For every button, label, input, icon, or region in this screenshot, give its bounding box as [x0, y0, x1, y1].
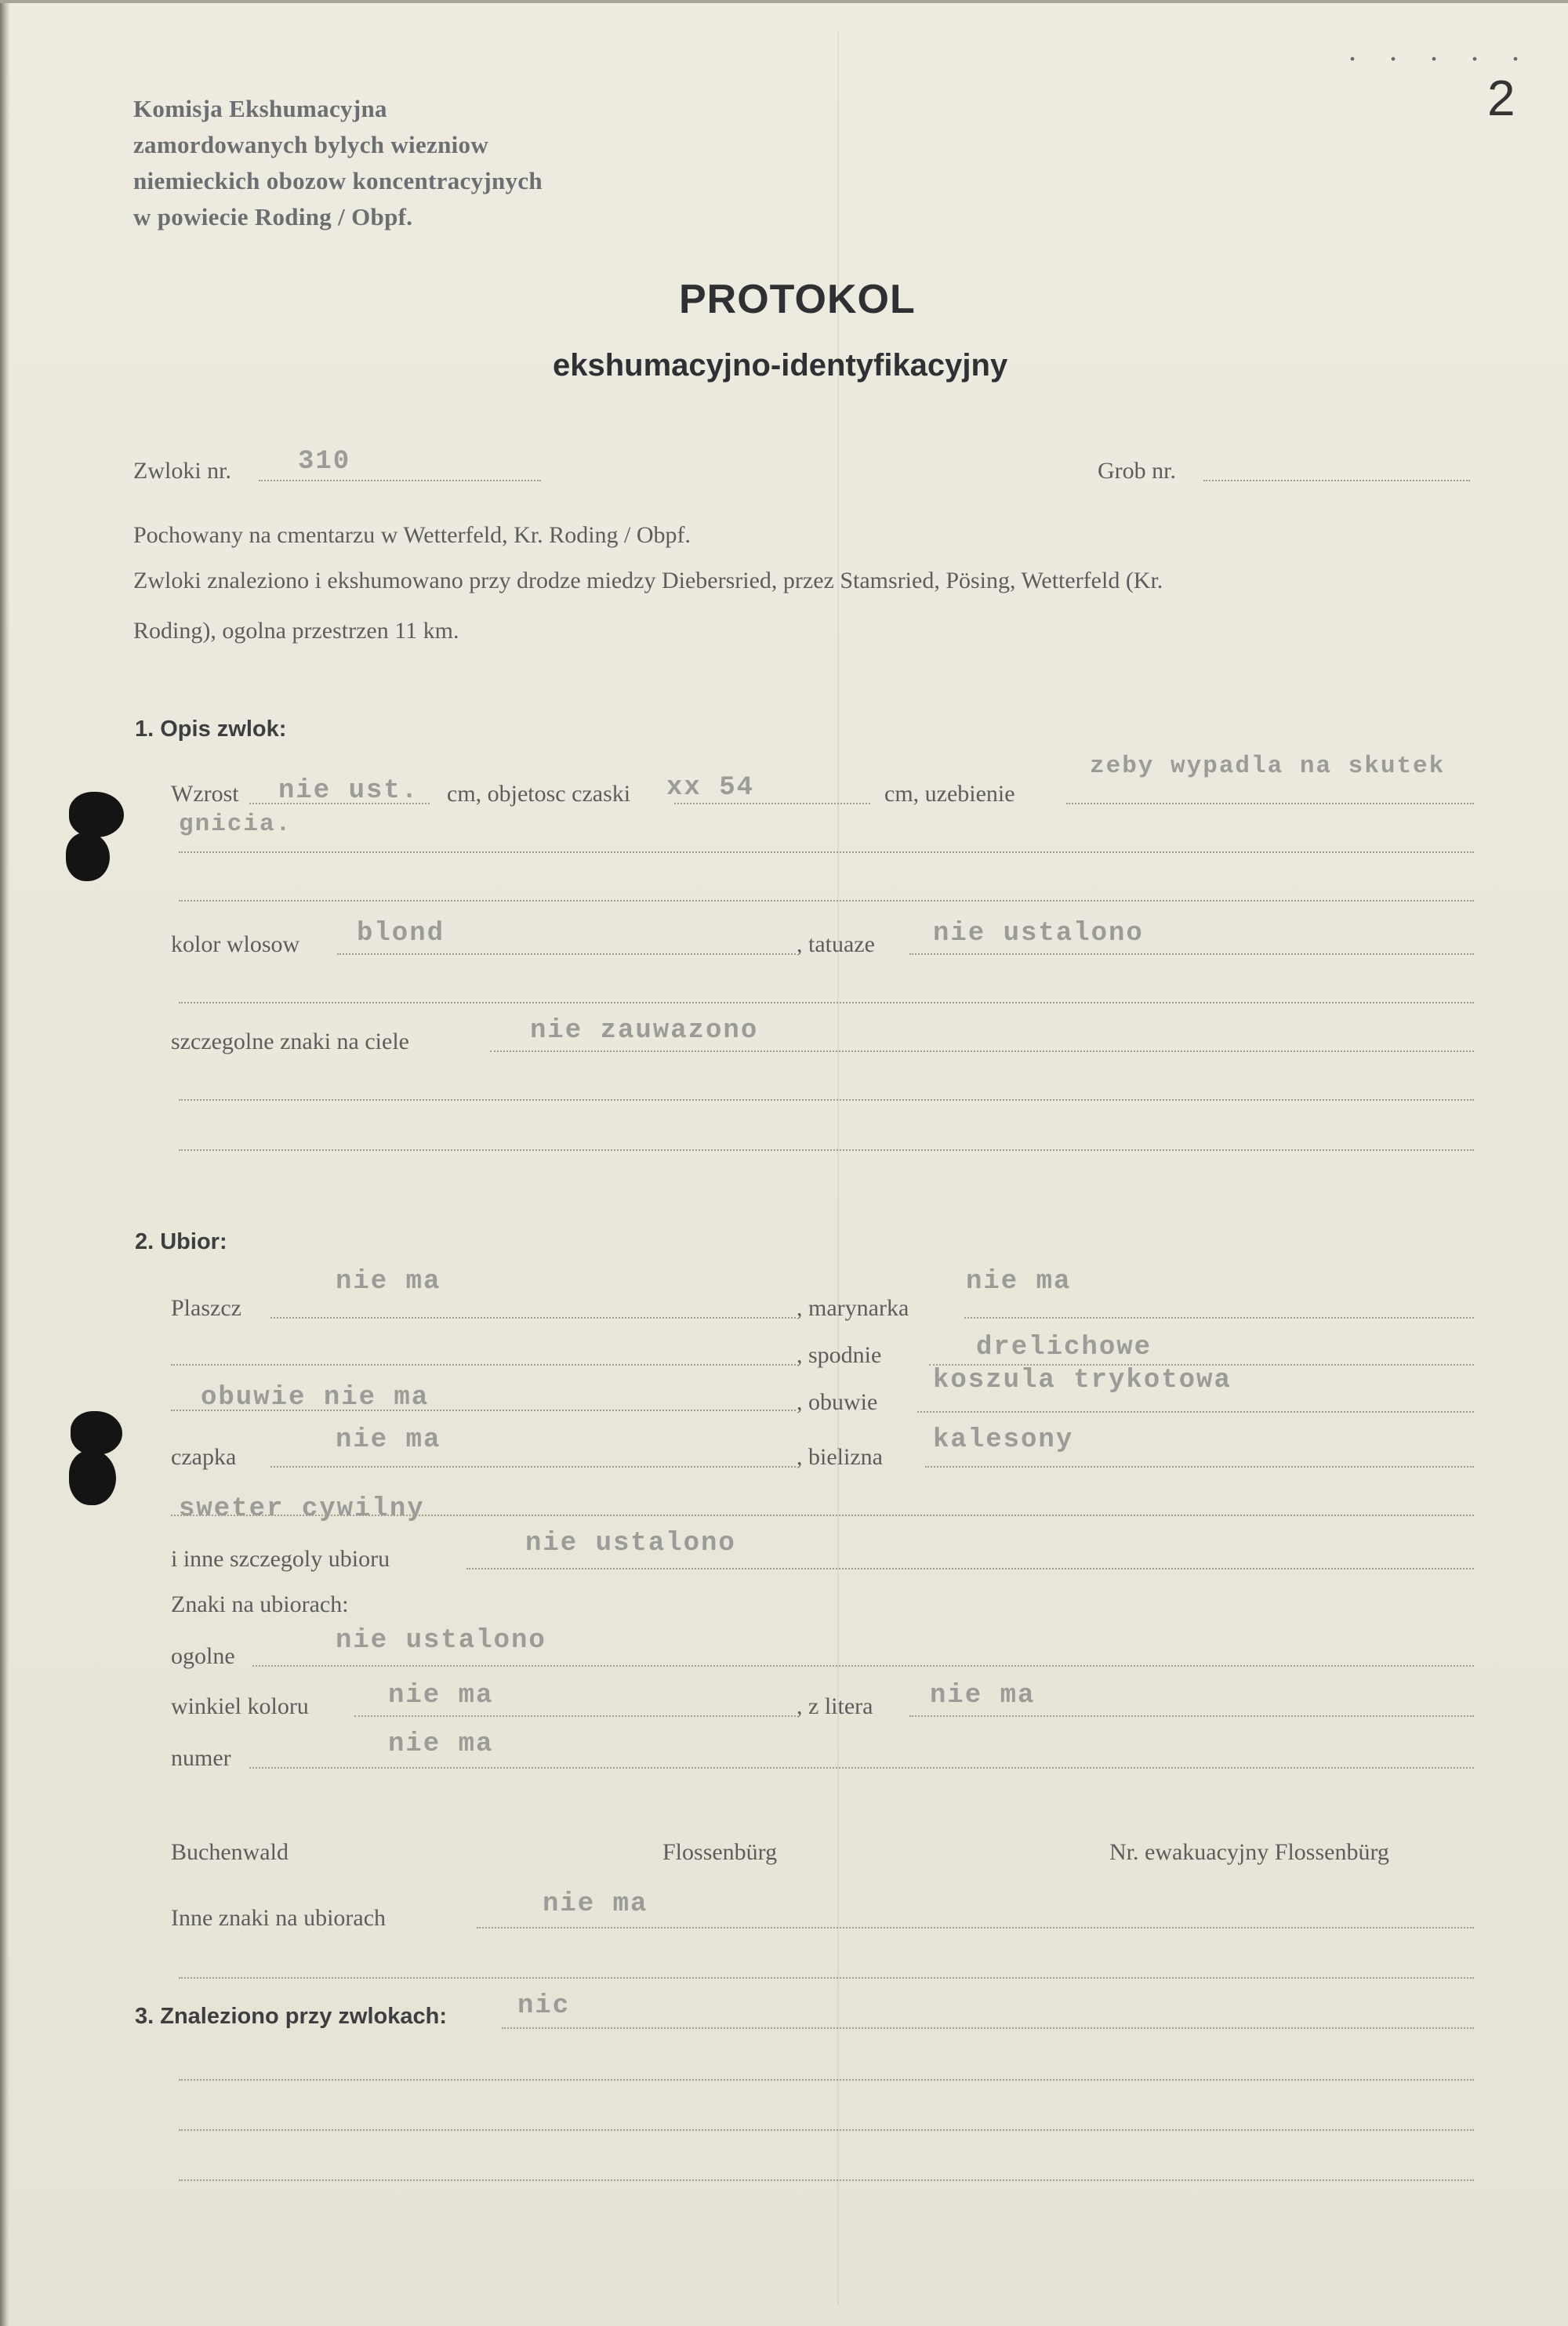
section-1-heading: 1. Opis zwlok:	[135, 717, 287, 742]
numer-label: numer	[171, 1745, 231, 1771]
inne-znaki-value: nie ma	[543, 1889, 648, 1919]
section-2-heading: 2. Ubior:	[135, 1229, 227, 1254]
ewakuacyjny-label: Nr. ewakuacyjny Flossenbürg	[1109, 1839, 1389, 1865]
zwloki-number: 310	[298, 447, 351, 477]
flossenburg-label: Flossenbürg	[662, 1839, 778, 1865]
spodnie-label: , spodnie	[797, 1342, 882, 1368]
marynarka-value: nie ma	[966, 1267, 1072, 1297]
bielizna-label: , bielizna	[797, 1444, 883, 1470]
obuwie-label: , obuwie	[797, 1389, 878, 1415]
spodnie-value: drelichowe	[976, 1333, 1152, 1363]
uzebienie-label: cm, uzebienie	[884, 781, 1015, 807]
ogolne-value: nie ustalono	[336, 1626, 546, 1656]
section-3-value: nic	[517, 1991, 571, 2021]
plaszcz-value: nie ma	[336, 1267, 441, 1297]
page-number: 2	[1487, 70, 1515, 126]
pochowany-line: Pochowany na cmentarzu w Wetterfeld, Kr. Roding / Obpf.	[133, 522, 691, 548]
buchenwald-label: Buchenwald	[171, 1839, 289, 1865]
plaszcz-label: Plaszcz	[171, 1295, 241, 1321]
wlosy-label: kolor wlosow	[171, 931, 300, 957]
znaki-cialo-value: nie zauwazono	[530, 1016, 759, 1046]
uzebienie-continued: gnicia.	[179, 811, 292, 838]
ogolne-label: ogolne	[171, 1643, 235, 1669]
punch-hole-2	[71, 1411, 122, 1455]
inne-znaki-label: Inne znaki na ubiorach	[171, 1905, 387, 1931]
organization-header	[133, 91, 543, 235]
org-line-4: w powiecie Roding / Obpf.	[133, 203, 413, 230]
winkiel-label: winkiel koloru	[171, 1693, 309, 1719]
document-subtitle: ekshumacyjno-identyfikacyjny	[553, 348, 1008, 383]
bielizna-value: kalesony	[933, 1425, 1074, 1455]
scan-edge-top	[0, 0, 1568, 3]
page-dots: . . . . .	[1348, 32, 1532, 67]
znaleziono-line-2: Roding), ogolna przestrzen 11 km.	[133, 618, 459, 644]
znaki-cialo-label: szczegolne znaki na ciele	[171, 1029, 409, 1054]
obuwie-value: koszula trykotowa	[933, 1366, 1232, 1395]
winkiel-value: nie ma	[388, 1681, 494, 1711]
scan-edge-left	[0, 0, 9, 2326]
org-line-2: zamordowanych bylych wiezniow	[133, 131, 489, 158]
czaski-label: cm, objetosc czaski	[447, 781, 631, 807]
document-title: PROTOKOL	[679, 277, 916, 322]
grob-label: Grob nr.	[1098, 458, 1176, 484]
wzrost-label: Wzrost	[171, 781, 239, 807]
litera-value: nie ma	[930, 1681, 1036, 1711]
org-line-1: Komisja Ekshumacyjna	[133, 95, 387, 122]
litera-label: , z litera	[797, 1693, 873, 1719]
punch-hole-2b	[69, 1450, 116, 1505]
czapka-label: czapka	[171, 1444, 237, 1470]
marynarka-label: , marynarka	[797, 1295, 909, 1321]
obuwie-left-value: obuwie nie ma	[201, 1383, 430, 1413]
punch-hole-1b	[66, 833, 110, 881]
wlosy-value: blond	[357, 919, 445, 949]
zwloki-label: Zwloki nr.	[133, 458, 231, 484]
czaski-value: xx 54	[666, 773, 755, 803]
tatuaze-label: , tatuaze	[797, 931, 875, 957]
inne-szczegoly-value: nie ustalono	[525, 1529, 736, 1559]
punch-hole-1	[69, 792, 124, 837]
numer-value: nie ma	[388, 1729, 494, 1759]
inne-szczegoly-label: i inne szczegoly ubioru	[171, 1546, 390, 1572]
znaki-ubiorach-label: Znaki na ubiorach:	[171, 1591, 349, 1617]
tatuaze-value: nie ustalono	[933, 919, 1144, 949]
wzrost-value: nie ust.	[278, 776, 419, 806]
section-3-heading: 3. Znaleziono przy zwlokach:	[135, 2004, 448, 2029]
sweter-value: sweter cywilny	[179, 1494, 425, 1524]
uzebienie-value: zeby wypadla na skutek	[1090, 753, 1446, 780]
znaleziono-line-1: Zwloki znaleziono i ekshumowano przy drodze miedzy Diebersried, przez Stamsried, Pösing, Wetterfeld (Kr.	[133, 568, 1163, 593]
czapka-value: nie ma	[336, 1425, 441, 1455]
org-line-3: niemieckich obozow koncentracyjnych	[133, 167, 543, 194]
